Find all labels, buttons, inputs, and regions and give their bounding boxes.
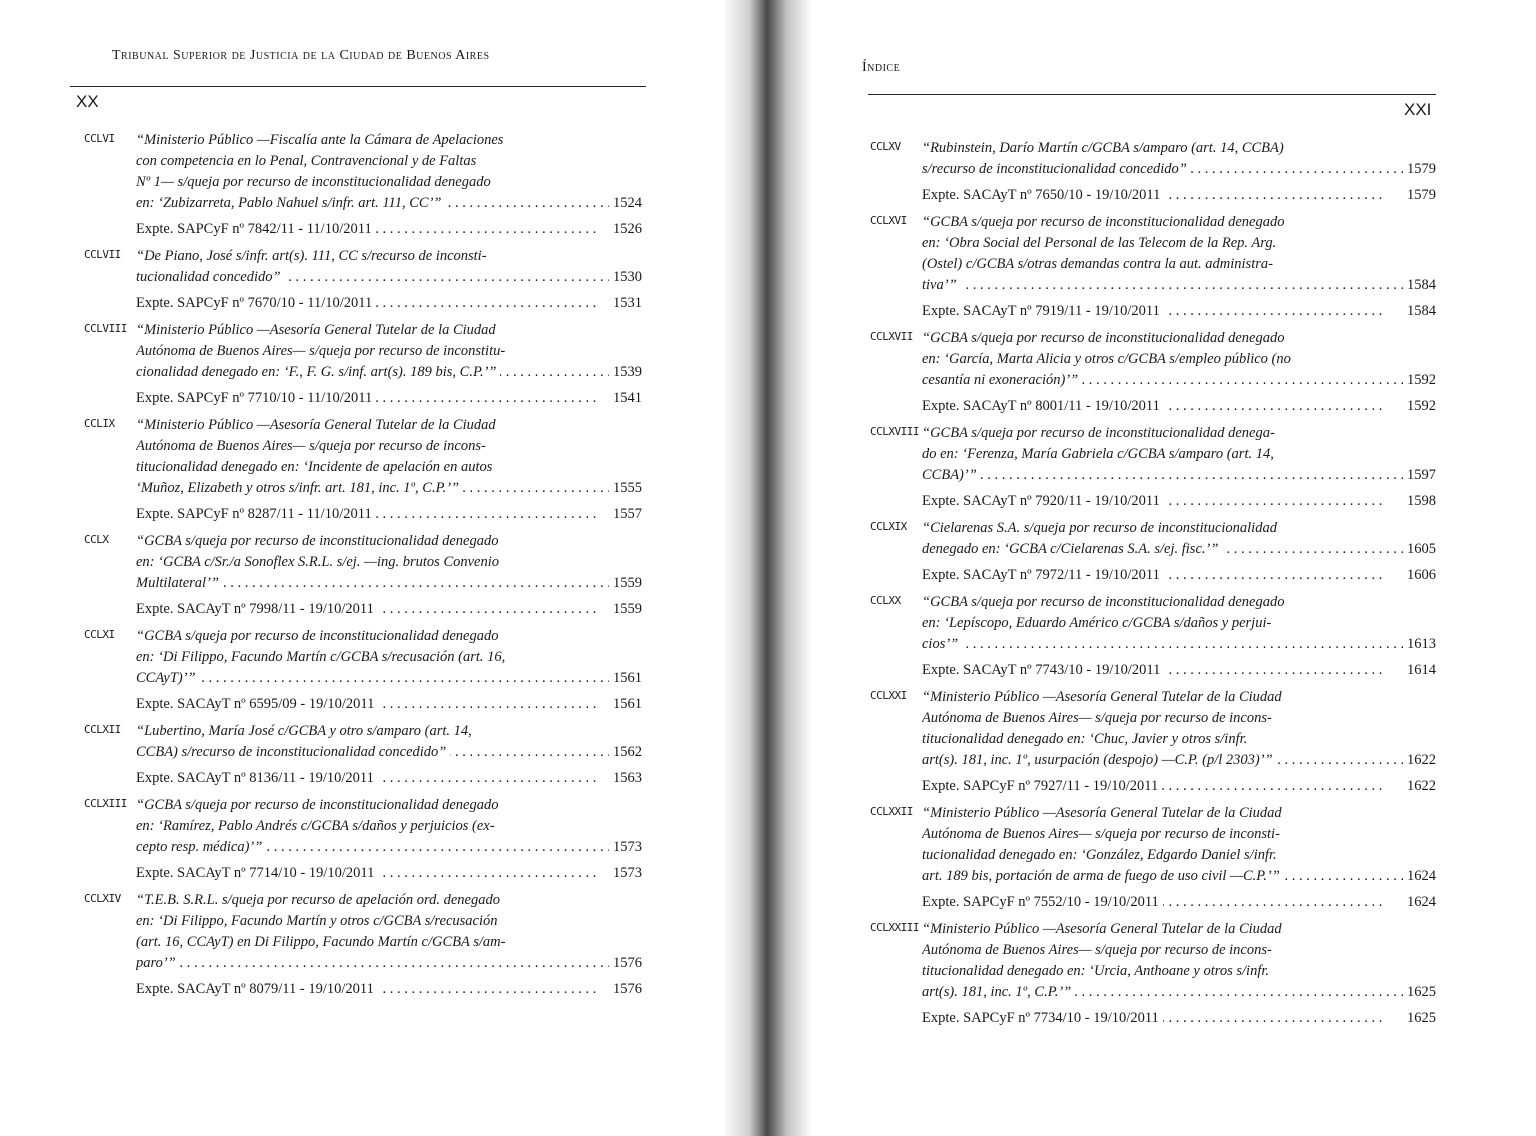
entry-title-line (136, 668, 642, 689)
entry-page-number: 1592 (1403, 370, 1436, 391)
entry-title-text: tucionalidad denegado en: ‘González, Edgardo Daniel s/infr. (922, 847, 1277, 863)
entry-title-line (136, 267, 642, 288)
entry-title-line (136, 953, 642, 974)
entry-title-text: (Ostel) c/GCBA s/otras demandas contra la aut. administra- (922, 256, 1273, 272)
entry-body (922, 212, 1436, 322)
entry-roman-numeral: CCLVI (84, 132, 115, 145)
entry-title-line (922, 824, 1436, 845)
entry-expte-page-number: 1526 (609, 218, 642, 240)
entry-title-text: ‘Muñoz, Elizabeth y otros s/infr. art. 181, inc. 1º, C.P.’” (136, 480, 463, 496)
entry-title-line (136, 341, 642, 362)
entry-expte-line (922, 300, 1436, 322)
entry-page-number: 1524 (609, 193, 642, 214)
entry-title-line (136, 531, 642, 552)
entry-expte-page-number: 1624 (1403, 891, 1436, 913)
entry-expte-text: Expte. SACAyT nº 7998/11 - 19/10/2011 (136, 601, 378, 617)
page-number-right: XXI (1404, 100, 1432, 119)
entry-title-line (922, 982, 1436, 1003)
entry-body (922, 138, 1436, 206)
entry-title-text: “Ministerio Público —Fiscalía ante la Cámara de Apelaciones (136, 132, 504, 148)
entry-body (922, 518, 1436, 586)
entry-title-text: “GCBA s/queja por recurso de inconstitucionalidad denega- (922, 425, 1275, 441)
entry-title-text: Autónoma de Buenos Aires— s/queja por recurso de inconstitu- (136, 343, 506, 359)
entry-expte-page-number: 1561 (609, 693, 642, 715)
entry-title-line (922, 592, 1436, 613)
toc-entries-left (84, 130, 642, 1006)
entry-expte-text: Expte. SACAyT nº 8001/11 - 19/10/2011 (922, 398, 1164, 414)
entry-title-text: “Ministerio Público —Asesoría General Tutelar de la Ciudad (136, 322, 496, 338)
entry-title-line (136, 647, 642, 668)
entry-title-text: en: ‘Di Filippo, Facundo Martín y otros c/GCBA s/recusación (136, 913, 498, 929)
toc-entry (84, 246, 642, 314)
entry-body (136, 795, 642, 884)
entry-page-number: 1622 (1403, 750, 1436, 771)
entry-title-line (136, 816, 642, 837)
entry-expte-text: Expte. SAPCyF nº 7734/10 - 19/10/2011 (922, 1010, 1163, 1026)
entry-title-text: CCBA)’” (922, 467, 981, 483)
entry-page-number: 1624 (1403, 866, 1436, 887)
entry-roman-numeral: CCLXVII (870, 330, 913, 343)
entry-title-text: “GCBA s/queja por recurso de inconstitucionalidad denegado (922, 330, 1285, 346)
entry-title-text: “Ministerio Público —Asesoría General Tutelar de la Ciudad (922, 805, 1282, 821)
running-head-right: Índice (862, 60, 901, 75)
entry-expte-text: Expte. SACAyT nº 6595/09 - 19/10/2011 (136, 696, 378, 712)
entry-body (136, 626, 642, 715)
entry-title-line (922, 613, 1436, 634)
entry-page-number: 1555 (609, 478, 642, 499)
entry-page-number: 1579 (1403, 159, 1436, 180)
entry-title-text: con competencia en lo Penal, Contravencional y de Faltas (136, 153, 477, 169)
entry-title-line (922, 254, 1436, 275)
entry-title-line (136, 478, 642, 499)
entry-title-line (922, 370, 1436, 391)
entry-expte-text: Expte. SACAyT nº 7920/11 - 19/10/2011 (922, 493, 1164, 509)
entry-title-text: “GCBA s/queja por recurso de inconstitucionalidad denegado (922, 214, 1285, 230)
entry-title-text: “Cielarenas S.A. s/queja por recurso de inconstitucionalidad (922, 520, 1277, 536)
toc-entry (84, 890, 642, 1000)
entry-page-number: 1597 (1403, 465, 1436, 486)
entry-expte-text: Expte. SACAyT nº 7919/11 - 19/10/2011 (922, 303, 1164, 319)
entry-title-line (136, 626, 642, 647)
entry-body (922, 423, 1436, 512)
entry-page-number: 1530 (609, 267, 642, 288)
entry-title-text: CCBA) s/recurso de inconstitucionalidad concedido” (136, 744, 450, 760)
entry-title-text: en: ‘Zubizarreta, Pablo Nahuel s/infr. art. 111, CC’” (136, 195, 445, 211)
entry-expte-text: Expte. SAPCyF nº 8287/11 - 11/10/2011 (136, 506, 376, 522)
entry-title-line (922, 444, 1436, 465)
entry-title-text: titucionalidad denegado en: ‘Incidente de apelación en autos (136, 459, 493, 475)
entry-roman-numeral: CCLVII (84, 248, 121, 261)
entry-expte-text: Expte. SACAyT nº 7972/11 - 19/10/2011 (922, 567, 1164, 583)
toc-entry (870, 803, 1436, 913)
header-rule-left (70, 86, 646, 87)
entry-roman-numeral: CCLIX (84, 417, 115, 430)
entry-expte-text: Expte. SAPCyF nº 7710/10 - 11/10/2011 (136, 390, 376, 406)
left-page (0, 0, 740, 1136)
entry-title-line (136, 362, 642, 383)
entry-page-number: 1573 (609, 837, 642, 858)
entry-expte-line (136, 598, 642, 620)
entry-title-line (136, 320, 642, 341)
entry-title-line (922, 961, 1436, 982)
entry-expte-line (922, 564, 1436, 586)
entry-expte-page-number: 1606 (1403, 564, 1436, 586)
entry-roman-numeral: CCLXX (870, 594, 901, 607)
entry-title-text: titucionalidad denegado en: ‘Urcia, Anthoane y otros s/infr. (922, 963, 1270, 979)
entry-page-number: 1584 (1403, 275, 1436, 296)
entry-title-line (136, 130, 642, 151)
entry-expte-text: Expte. SAPCyF nº 7552/10 - 19/10/2011 (922, 894, 1163, 910)
toc-entry (870, 687, 1436, 797)
entry-title-text: titucionalidad denegado en: ‘Chuc, Javier y otros s/infr. (922, 731, 1248, 747)
entry-expte-page-number: 1559 (609, 598, 642, 620)
entry-page-number: 1561 (609, 668, 642, 689)
entry-title-text: paro’” (136, 955, 180, 971)
toc-entry (84, 415, 642, 525)
entry-title-text: “GCBA s/queja por recurso de inconstitucionalidad denegado (922, 594, 1285, 610)
entry-title-text: CCAyT)’” (136, 670, 200, 686)
entry-title-line (136, 246, 642, 267)
entry-expte-line (922, 891, 1436, 913)
entry-roman-numeral: CCLXI (84, 628, 115, 641)
toc-entry (870, 518, 1436, 586)
entry-title-text: “Lubertino, María José c/GCBA y otro s/amparo (art. 14, (136, 723, 472, 739)
entry-title-text: Nº 1— s/queja por recurso de inconstitucionalidad denegado (136, 174, 491, 190)
entry-body (136, 890, 642, 1000)
entry-title-line (922, 729, 1436, 750)
entry-title-text: “GCBA s/queja por recurso de inconstitucionalidad denegado (136, 533, 499, 549)
entry-title-line (136, 932, 642, 953)
entry-title-line (922, 159, 1436, 180)
entry-title-text: “De Piano, José s/infr. art(s). 111, CC s/recurso de inconsti- (136, 248, 487, 264)
entry-roman-numeral: CCLXVIII (870, 425, 919, 438)
entry-title-text: art(s). 181, inc. 1º, usurpación (despojo) —C.P. (p/l 2303)’” (922, 752, 1277, 768)
entry-title-text: Multilateral’” (136, 575, 223, 591)
entry-roman-numeral: CCLXVI (870, 214, 907, 227)
entry-roman-numeral: CCLX (84, 533, 109, 546)
entry-title-text: (art. 16, CCAyT) en Di Filippo, Facundo Martín c/GCBA s/am- (136, 934, 506, 950)
entry-page-number: 1559 (609, 573, 642, 594)
entry-roman-numeral: CCLXV (870, 140, 901, 153)
toc-entries-right (870, 138, 1436, 1035)
entry-title-text: Autónoma de Buenos Aires— s/queja por recurso de inconsti- (922, 826, 1280, 842)
entry-title-line (136, 742, 642, 763)
entry-page-number: 1539 (609, 362, 642, 383)
entry-body (922, 592, 1436, 681)
page-number-left: XX (76, 92, 99, 111)
entry-title-line (922, 328, 1436, 349)
entry-expte-page-number: 1573 (609, 862, 642, 884)
entry-expte-line (136, 767, 642, 789)
entry-title-line (922, 233, 1436, 254)
toc-entry (84, 795, 642, 884)
entry-title-line (922, 275, 1436, 296)
entry-body (136, 721, 642, 789)
entry-roman-numeral: CCLXII (84, 723, 121, 736)
entry-expte-page-number: 1579 (1403, 184, 1436, 206)
entry-expte-line (136, 218, 642, 240)
entry-title-line (922, 687, 1436, 708)
entry-title-line (136, 890, 642, 911)
entry-expte-line (136, 387, 642, 409)
header-rule-right (868, 94, 1436, 95)
entry-title-line (922, 423, 1436, 444)
entry-expte-line (922, 775, 1436, 797)
toc-entry (870, 592, 1436, 681)
entry-title-line (136, 436, 642, 457)
entry-title-line (922, 750, 1436, 771)
entry-expte-page-number: 1531 (609, 292, 642, 314)
entry-title-line (922, 919, 1436, 940)
entry-title-text: tiva’” (922, 277, 961, 293)
entry-expte-page-number: 1563 (609, 767, 642, 789)
entry-title-text: do en: ‘Ferenza, María Gabriela c/GCBA s/amparo (art. 14, (922, 446, 1274, 462)
entry-title-text: “Ministerio Público —Asesoría General Tutelar de la Ciudad (136, 417, 496, 433)
entry-body (136, 415, 642, 525)
entry-title-text: en: ‘Di Filippo, Facundo Martín c/GCBA s/recusación (art. 16, (136, 649, 506, 665)
toc-entry (870, 423, 1436, 512)
toc-entry (870, 328, 1436, 417)
entry-title-line (136, 415, 642, 436)
entry-expte-line (136, 503, 642, 525)
entry-roman-numeral: CCLXXII (870, 805, 913, 818)
entry-expte-line (136, 292, 642, 314)
entry-title-text: en: ‘Ramírez, Pablo Andrés c/GCBA s/daños y perjuicios (ex- (136, 818, 495, 834)
entry-title-line (136, 911, 642, 932)
toc-entry (84, 320, 642, 409)
entry-expte-page-number: 1614 (1403, 659, 1436, 681)
entry-title-text: en: ‘Obra Social del Personal de las Telecom de la Rep. Arg. (922, 235, 1277, 251)
entry-title-line (922, 465, 1436, 486)
entry-roman-numeral: CCLXIX (870, 520, 907, 533)
entry-title-text: Autónoma de Buenos Aires— s/queja por recurso de incons- (136, 438, 486, 454)
entry-title-line (922, 518, 1436, 539)
entry-title-line (922, 803, 1436, 824)
entry-title-text: tucionalidad concedido” (136, 269, 285, 285)
entry-title-line (922, 634, 1436, 655)
entry-title-text: Autónoma de Buenos Aires— s/queja por recurso de incons- (922, 942, 1272, 958)
entry-title-text: art(s). 181, inc. 1º, C.P.’” (922, 984, 1075, 1000)
entry-title-text: en: ‘Lepíscopo, Eduardo Américo c/GCBA s/daños y perjui- (922, 615, 1272, 631)
entry-title-line (136, 552, 642, 573)
entry-title-line (922, 212, 1436, 233)
entry-expte-page-number: 1622 (1403, 775, 1436, 797)
entry-roman-numeral: CCLXXI (870, 689, 907, 702)
entry-body (136, 531, 642, 620)
entry-title-text: “GCBA s/queja por recurso de inconstitucionalidad denegado (136, 628, 499, 644)
entry-title-text: art. 189 bis, portación de arma de fuego de uso civil —C.P.’” (922, 868, 1284, 884)
entry-expte-text: Expte. SACAyT nº 7650/10 - 19/10/2011 (922, 187, 1164, 203)
entry-page-number: 1613 (1403, 634, 1436, 655)
entry-title-line (136, 457, 642, 478)
book-gutter-shadow (722, 0, 812, 1136)
entry-title-text: cionalidad denegado en: ‘F., F. G. s/inf. art(s). 189 bis, C.P.’” (136, 364, 500, 380)
entry-title-text: Autónoma de Buenos Aires— s/queja por recurso de incons- (922, 710, 1272, 726)
entry-title-text: “T.E.B. S.R.L. s/queja por recurso de apelación ord. denegado (136, 892, 500, 908)
entry-body (922, 328, 1436, 417)
entry-title-text: s/recurso de inconstitucionalidad concedido” (922, 161, 1191, 177)
entry-body (922, 803, 1436, 913)
entry-title-text: denegado en: ‘GCBA c/Cielarenas S.A. s/ej. fisc.’” (922, 541, 1222, 557)
entry-title-text: cesantía ni exoneración)’” (922, 372, 1082, 388)
entry-page-number: 1576 (609, 953, 642, 974)
toc-entry (84, 721, 642, 789)
entry-expte-line (922, 490, 1436, 512)
entry-title-line (136, 795, 642, 816)
entry-roman-numeral: CCLXIV (84, 892, 121, 905)
entry-expte-line (922, 184, 1436, 206)
entry-title-text: “Ministerio Público —Asesoría General Tutelar de la Ciudad (922, 689, 1282, 705)
entry-expte-text: Expte. SAPCyF nº 7670/10 - 11/10/2011 (136, 295, 376, 311)
entry-expte-text: Expte. SACAyT nº 8079/11 - 19/10/2011 (136, 981, 378, 997)
entry-expte-text: Expte. SAPCyF nº 7927/11 - 19/10/2011 (922, 778, 1162, 794)
entry-expte-page-number: 1625 (1403, 1007, 1436, 1029)
right-page (740, 0, 1536, 1136)
entry-title-line (136, 172, 642, 193)
entry-title-line (922, 708, 1436, 729)
entry-expte-line (922, 1007, 1436, 1029)
entry-roman-numeral: CCLXIII (84, 797, 127, 810)
entry-title-line (922, 940, 1436, 961)
entry-title-text: cepto resp. médica)’” (136, 839, 266, 855)
entry-expte-text: Expte. SACAyT nº 8136/11 - 19/10/2011 (136, 770, 378, 786)
entry-title-line (136, 721, 642, 742)
entry-body (136, 130, 642, 240)
entry-title-line (136, 573, 642, 594)
entry-title-line (136, 151, 642, 172)
entry-title-line (922, 349, 1436, 370)
entry-title-line (136, 193, 642, 214)
entry-title-text: “Rubinstein, Darío Martín c/GCBA s/amparo (art. 14, CCBA) (922, 140, 1284, 156)
entry-expte-text: Expte. SACAyT nº 7714/10 - 19/10/2011 (136, 865, 378, 881)
entry-title-line (922, 866, 1436, 887)
entry-body (922, 919, 1436, 1029)
entry-title-line (922, 845, 1436, 866)
entry-expte-line (922, 659, 1436, 681)
entry-page-number: 1605 (1403, 539, 1436, 560)
entry-title-text: “Ministerio Público —Asesoría General Tutelar de la Ciudad (922, 921, 1282, 937)
entry-expte-text: Expte. SAPCyF nº 7842/11 - 11/10/2011 (136, 221, 376, 237)
entry-expte-page-number: 1584 (1403, 300, 1436, 322)
entry-title-text: cios’” (922, 636, 962, 652)
entry-expte-line (136, 978, 642, 1000)
entry-expte-line (922, 395, 1436, 417)
entry-page-number: 1562 (609, 742, 642, 763)
entry-title-text: en: ‘GCBA c/Sr./a Sonoflex S.R.L. s/ej. —ing. brutos Convenio (136, 554, 500, 570)
entry-page-number: 1625 (1403, 982, 1436, 1003)
entry-roman-numeral: CCLXXIII (870, 921, 919, 934)
entry-body (136, 320, 642, 409)
entry-expte-line (136, 693, 642, 715)
toc-entry (84, 130, 642, 240)
entry-body (136, 246, 642, 314)
running-head-left: Tribunal Superior de Justicia de la Ciudad de Buenos Aires (112, 48, 490, 63)
entry-body (922, 687, 1436, 797)
entry-title-line (922, 539, 1436, 560)
toc-entry (870, 138, 1436, 206)
entry-expte-page-number: 1576 (609, 978, 642, 1000)
entry-title-text: en: ‘García, Marta Alicia y otros c/GCBA s/empleo público (no (922, 351, 1291, 367)
entry-title-line (922, 138, 1436, 159)
toc-entry (84, 531, 642, 620)
entry-expte-text: Expte. SACAyT nº 7743/10 - 19/10/2011 (922, 662, 1164, 678)
entry-expte-page-number: 1541 (609, 387, 642, 409)
entry-expte-page-number: 1557 (609, 503, 642, 525)
toc-entry (870, 919, 1436, 1029)
entry-expte-page-number: 1598 (1403, 490, 1436, 512)
entry-expte-page-number: 1592 (1403, 395, 1436, 417)
entry-expte-line (136, 862, 642, 884)
entry-title-line (136, 837, 642, 858)
entry-roman-numeral: CCLVIII (84, 322, 127, 335)
toc-entry (870, 212, 1436, 322)
toc-entry (84, 626, 642, 715)
entry-title-text: “GCBA s/queja por recurso de inconstitucionalidad denegado (136, 797, 499, 813)
